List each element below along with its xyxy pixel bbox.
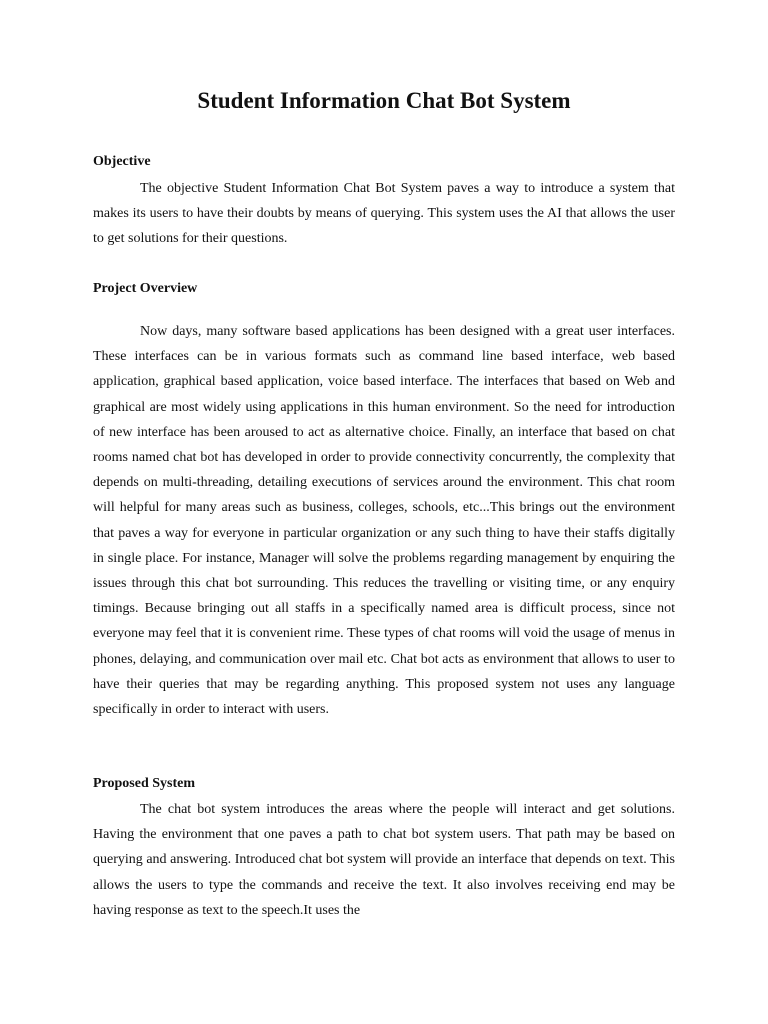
document-title: Student Information Chat Bot System bbox=[197, 88, 571, 113]
section-paragraph-project-overview: Now days, many software based applications has been designed with a great user interfaces. These interfaces can be in various formats such as command line based interface, web based application, graphical based application, voice based interface. The interfaces that based on Web and graphical are most widely using applications in this human environment. So the need for introduction of new interface has been aroused to act as alternative choice. Finally, an interface that based on chat rooms named chat bot has developed in order to provide connectivity concurrently, the complexity that depends on multi-threading, detailing executions of services around the environment. This chat room will helpful for many areas such as business, colleges, schools, etc...This brings out the environment that paves a way for everyone in particular organization or any such thing to have their staffs digitally in single place. For instance, Manager will solve the problems regarding management by enquiring the issues through this chat bot surrounding. This reduces the travelling or visiting time, or any enquiry timings. Because bringing out all staffs in a specifically named area is difficult process, since not everyone may feel that it is convenient rime. These types of chat rooms will void the usage of menus in phones, delaying, and communication over mail etc. Chat bot acts as environment that allows to user to have their queries that may be regarding anything. This proposed system not uses any language specifically in order to interact with users. bbox=[93, 324, 675, 718]
section-heading-proposed-system: Proposed System bbox=[93, 776, 196, 791]
section-paragraph-proposed-system: The chat bot system introduces the areas where the people will interact and get solutions. Having the environment that one paves a path to chat bot system users. That path may be based on querying and answering. Introduced chat bot system will provide an interface that depends on text. This allows the users to type the commands and receive the text. It also involves receiving end may be having response as text to the speech.It uses the bbox=[93, 802, 675, 918]
section-paragraph-objective: The objective Student Information Chat Bot System paves a way to introduce a system that makes its users to have their doubts by means of querying. This system uses the AI that allows the user to get solutions for their questions. bbox=[93, 181, 675, 247]
section-heading-project-overview: Project Overview bbox=[93, 281, 198, 296]
section-heading-objective: Objective bbox=[93, 154, 151, 169]
